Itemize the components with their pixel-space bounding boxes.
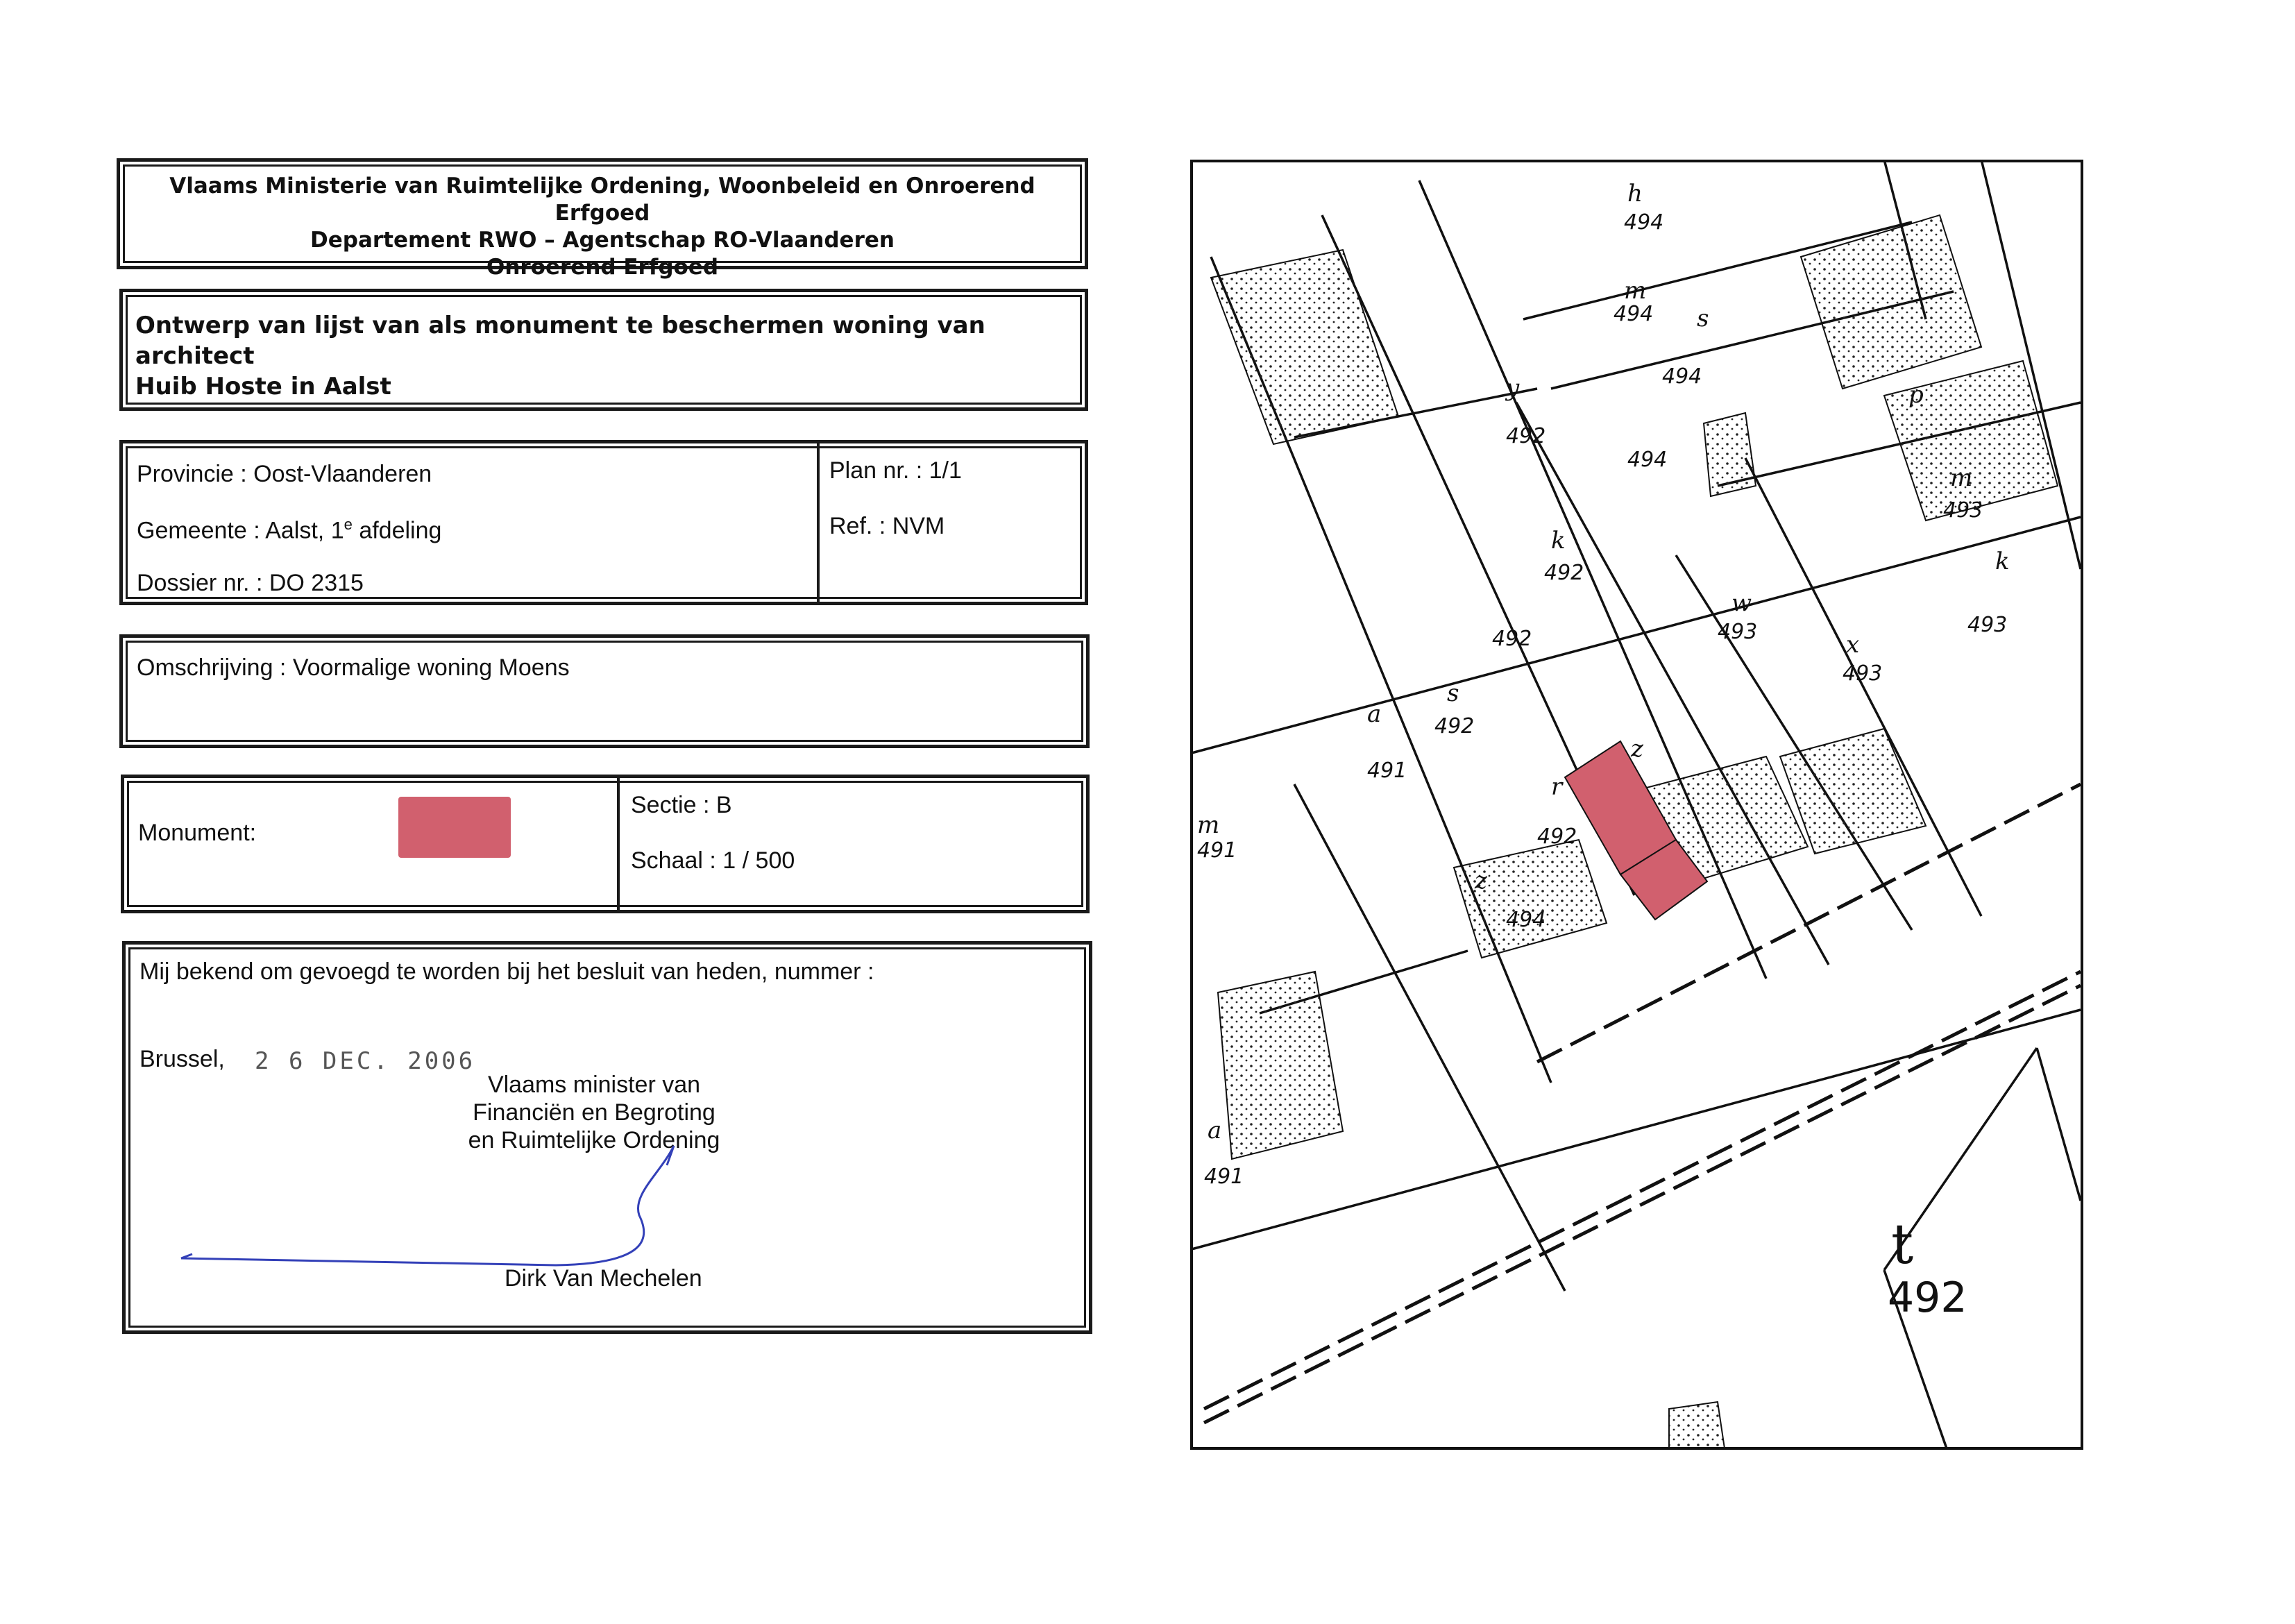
parcel-number: 492 [1537,824,1577,849]
parcel-letter: k [1551,527,1566,555]
sectie-field: Sectie : B [631,792,732,818]
parcel-letter: w [1731,589,1752,617]
parcel-letter: k [1995,548,2010,575]
approval-statement: Mij bekend om gevoegd te worden bij het besluit van heden, nummer : [139,958,874,985]
parcel-letter: r [1551,773,1563,801]
parcel-number: 493 [1943,498,1983,523]
department-name: Departement RWO – Agentschap RO-Vlaanderen [310,228,895,253]
description-box [119,634,1090,748]
parcel-letter: y [1506,374,1520,402]
gemeente-sup: e [344,516,353,533]
parcel-letter: s [1447,679,1459,707]
parcel-number: 492 [1506,424,1546,448]
provincie-field: Provincie : Oost-Vlaanderen [137,461,432,487]
parcel-number: 491 [1197,838,1237,863]
gemeente-field [137,516,441,544]
reference-field: Ref. : NVM [829,513,945,539]
parcel-letter: a [1208,1117,1222,1144]
monument-color-swatch [398,797,511,858]
parcel-letter: h [1627,180,1643,208]
parcel-number: 494 [1624,210,1664,235]
parcel-number: 492 [1888,1274,1967,1322]
parcel-number: 494 [1662,364,1702,389]
parcel-number: 492 [1434,714,1475,738]
approval-box [122,941,1092,1334]
legend-box [121,775,1090,913]
legend-divider [617,778,620,910]
parcel-number: 494 [1506,908,1546,932]
parcel-number: 493 [1843,661,1883,686]
minister-title-line2: Financiën en Begroting [473,1099,715,1126]
minister-name: Dirk Van Mechelen [505,1265,702,1292]
ministry-name: Vlaams Ministerie van Ruimtelijke Ordening, Woonbeleid en Onroerend Erfgoed [169,174,1035,226]
plan-number-field: Plan nr. : 1/1 [829,457,962,484]
parcel-number: 494 [1614,302,1654,326]
parcel-number: 491 [1367,759,1407,783]
document-title-box [119,289,1088,411]
parcel-number: 492 [1544,561,1584,585]
ministry-header [117,158,1088,280]
monument-label: Monument: [138,820,257,846]
gemeente-prefix: Gemeente : Aalst, 1 [137,517,344,544]
parcel-letter: x [1846,631,1860,659]
agency-name: Onroerend Erfgoed [486,255,719,280]
dossier-info-box [119,440,1088,605]
cadastral-map [1190,160,2083,1450]
parcel-letter: m [1950,464,1973,492]
description-field: Omschrijving : Voormalige woning Moens [137,654,570,681]
document-title-line2: Huib Hoste in Aalst [135,373,391,400]
parcel-number: 493 [1718,620,1758,644]
date-stamp: 2 6 DEC. 2006 [255,1047,476,1075]
parcel-letter: s [1697,305,1709,332]
ministry-header-text [120,162,1085,281]
dossier-number-field: Dossier nr. : DO 2315 [137,570,364,596]
parcel-letter: z [1631,735,1643,763]
parcel-number: 492 [1492,627,1532,651]
minister-title-line1: Vlaams minister van [487,1072,701,1098]
document-title-line1: Ontwerp van lijst van als monument te beschermen woning van architect [135,312,985,370]
parcel-letter: t [1891,1212,1914,1276]
parcel-number: 493 [1967,613,2008,637]
info-divider [817,443,820,602]
parcel-letter: z [1475,867,1487,895]
gemeente-suffix: afdeling [352,517,442,544]
document-title [123,292,1085,402]
schaal-field: Schaal : 1 / 500 [631,847,795,874]
parcel-letter: p [1908,381,1924,409]
parcel-letter: m [1624,277,1647,305]
parcel-letter: m [1197,811,1220,839]
parcel-number: 491 [1204,1165,1244,1189]
minister-title-line3: en Ruimtelijke Ordening [468,1127,720,1153]
parcel-number: 494 [1627,448,1668,472]
approval-place: Brussel, [139,1046,225,1072]
parcel-letter: a [1367,700,1382,728]
